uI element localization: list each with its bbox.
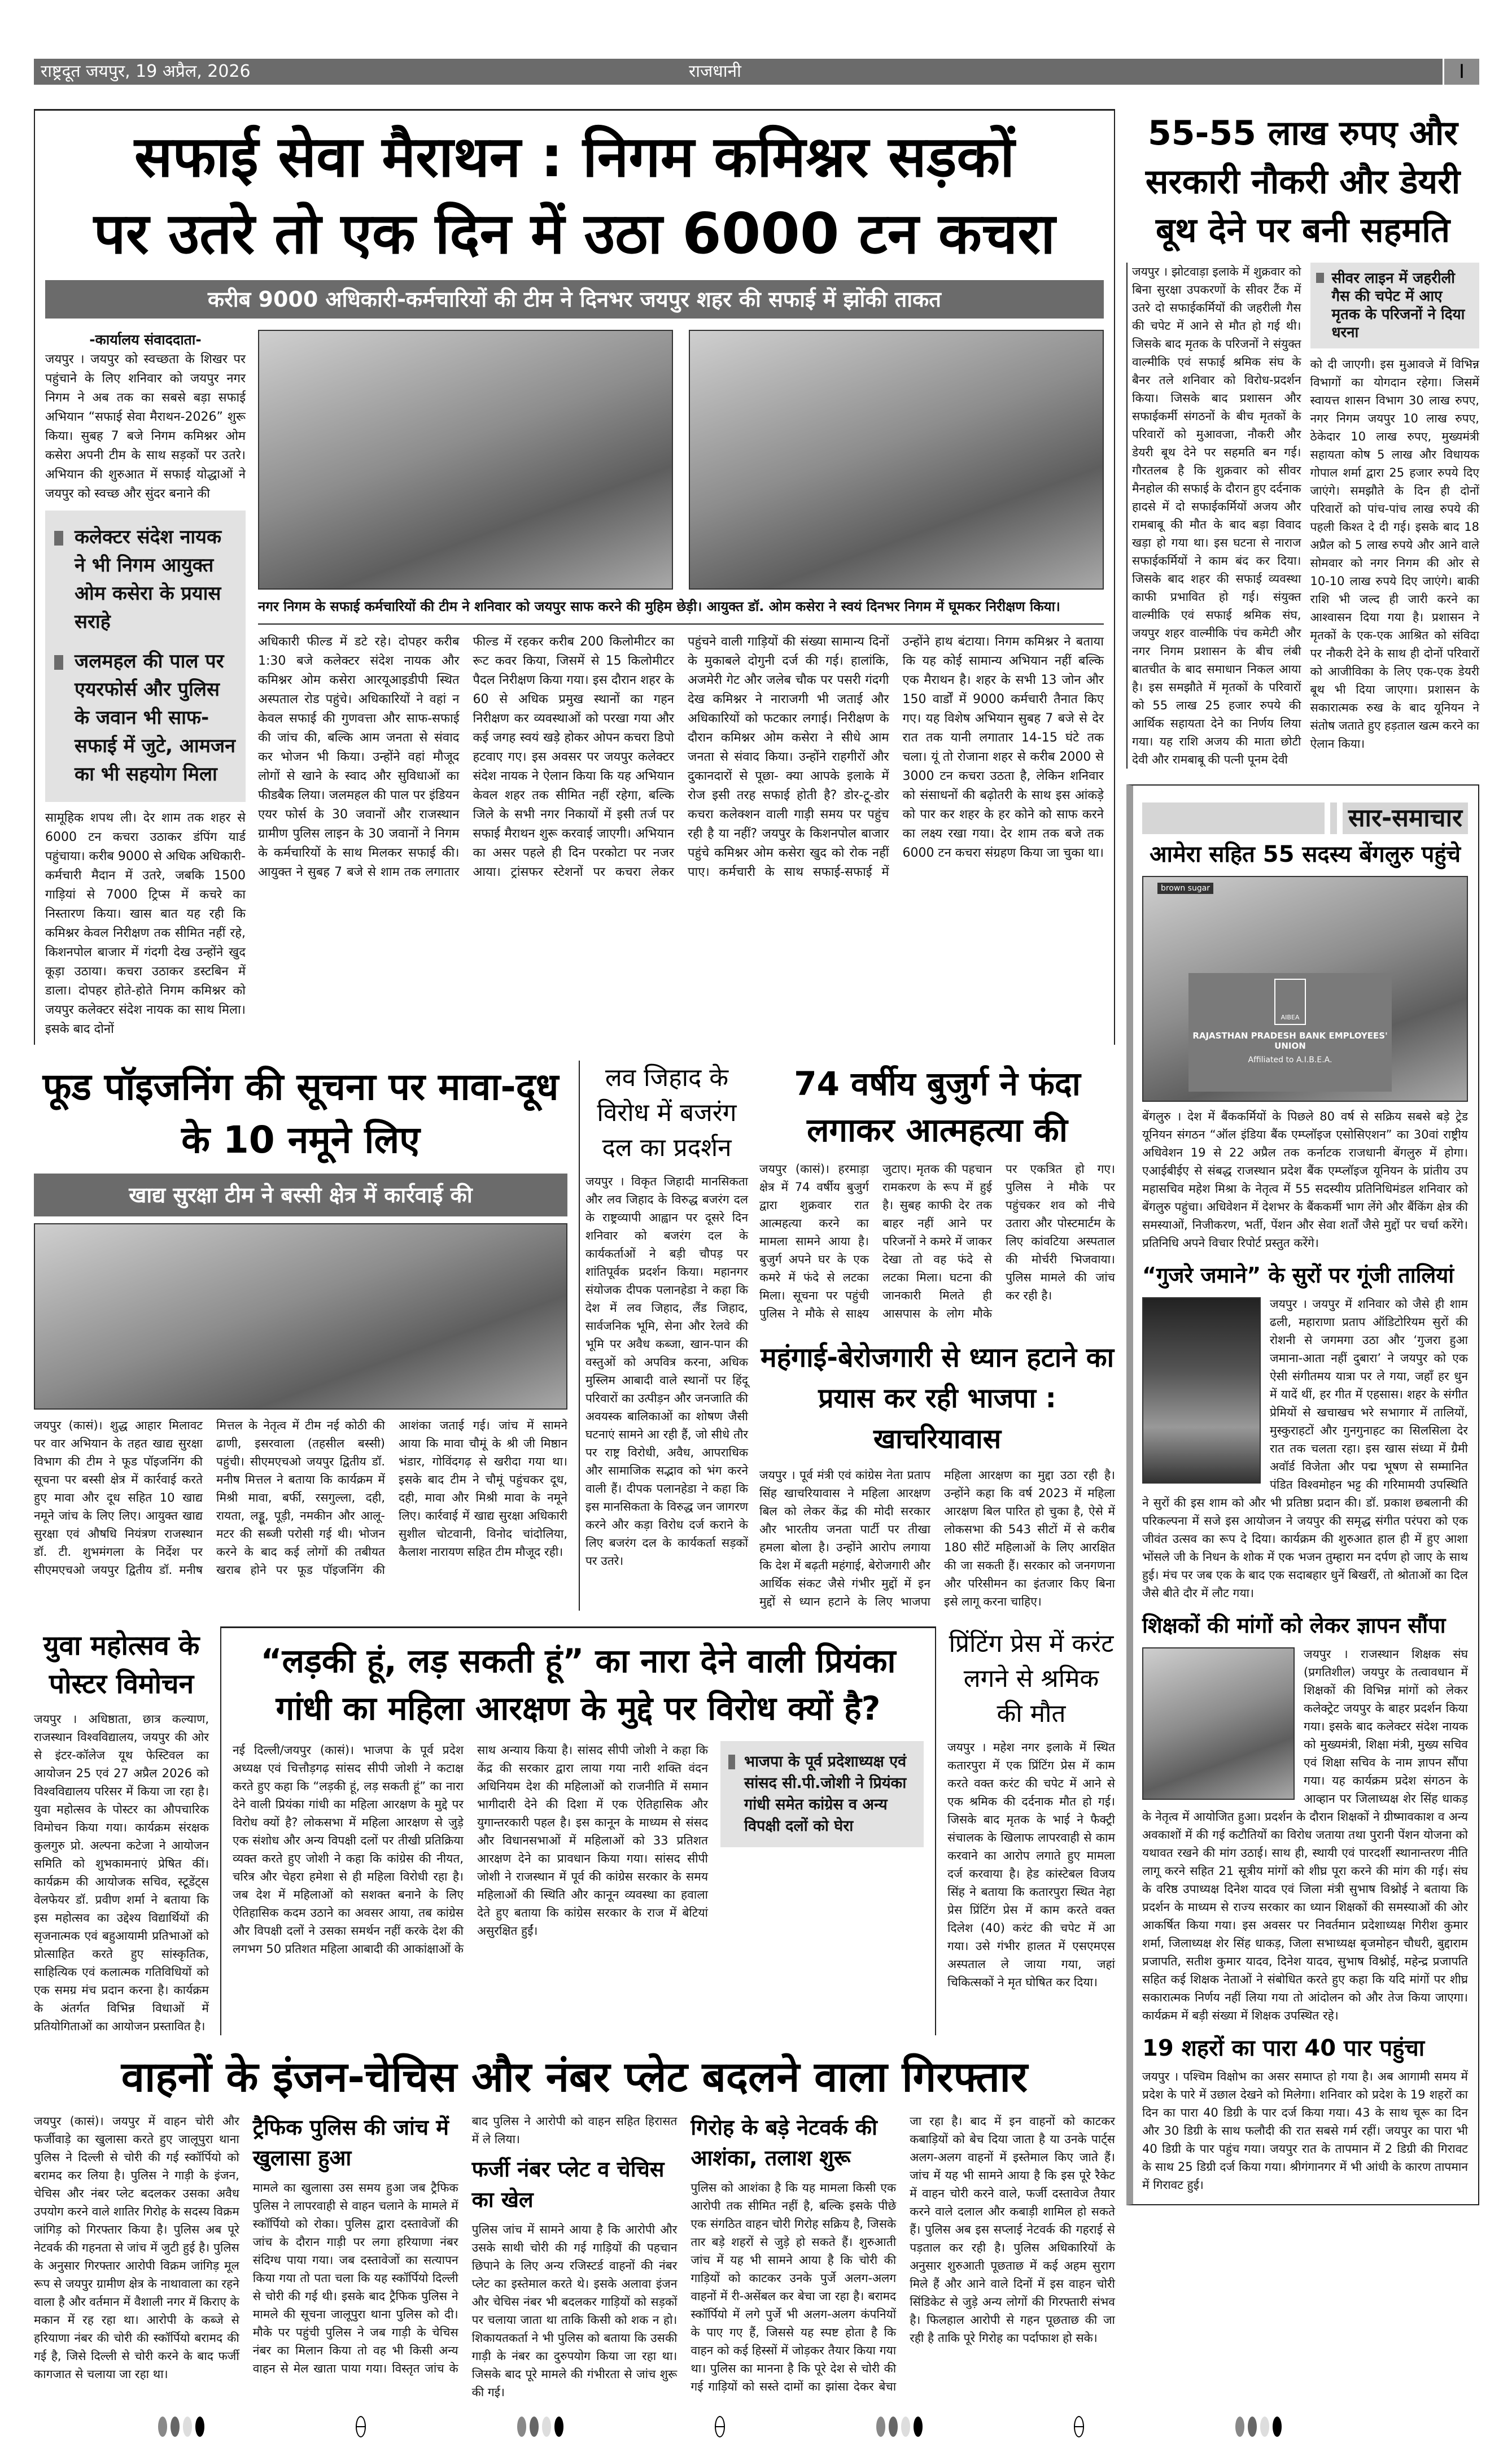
highlight-text: कलेक्टर संदेश नायक ने भी निगम आयुक्त ओम कसेरा के प्रयास सराहे [75, 526, 222, 633]
music-headline: “गुजरे जमाने” के सुरों पर गूंजी तालियां [1142, 1263, 1454, 1288]
banner-subtitle: Affiliated to A.I.B.E.A. [1248, 1055, 1332, 1065]
color-registration-dots [1235, 2417, 1282, 2437]
suicide-headline: 74 वर्षीय बुजुर्ग ने फंदा लगाकर आत्महत्या की [794, 1065, 1081, 1149]
priyanka-highlight-box [720, 1741, 924, 1847]
lead-highlight-box [45, 511, 246, 802]
heat-headline: 19 शहरों का पारा 40 पार पहुंचा [1142, 2035, 1425, 2061]
color-registration-dots [158, 2417, 204, 2437]
lead-body-grid [45, 330, 1104, 1039]
priyanka-body: नई दिल्ली/जयपुर (कासं)। भाजपा के पूर्व प्रदेश अध्यक्ष एवं चित्तौड़गढ़ सांसद सीपी जोशी ने कटाक्ष करते हुए कहा कि “लड़की हूं, लड़ सकती हूं” का नारा देने वाली प्रियंका गांधी का महिला आरक्षण के मुद्दे पर विरोध क्यों है? लोकसभा में महिला आरक्षण से जुड़े एक संशोध और अन्य विपक्षी दलों पर तीखी प्रतिक्रिया व्यक्त करते हुए जोशी ने कहा कि कांग्रेस की नीयत, चरित्र और चेहरा हमेशा से ही महिला विरोधी रहा है। जब देश में महिलाओं को सशक्त बनाने के लिए ऐतिहासिक कदम उठाने का अवसर आया, तब कांग्रेस और विपक्षी दलों ने उसका समर्थन नहीं करके देश की लगभग 50 प्रतिशत महिला आबादी की आकांक्षाओं के साथ अन्याय किया है। सांसद सीपी जोशी ने कहा कि केंद्र की सरकार द्वारा लाया गया नारी शक्ति वंदन अधिनियम देश की महिलाओं को राजनीति में समान भागीदारी देने की दिशा में एक ऐतिहासिक और युगान्तरकारी पहल है। इस कानून के माध्यम से संसद और विधानसभाओं में महिलाओं को 33 प्रतिशत आरक्षण देने का प्रावधान किया गया। सांसद सीपी जोशी ने राजस्थान में पूर्व की कांग्रेस सरकार के समय महिलाओं की स्थिति और कानून व्यवस्था का हवाला देते हुए बताया कि कांग्रेस सरकार के राज में बेटियां असुरक्षित हुईं। [233, 1743, 708, 1956]
bullet-square-icon [728, 1755, 735, 1769]
vehicle-headline: वाहनों के इंजन-चेचिस और नंबर प्लेट बदलने वाला गिरफ्तार [121, 2053, 1028, 2101]
printing-body: जयपुर । महेश नगर इलाके में स्थित कतारपुरा में एक प्रिंटिंग प्रेस में काम करते वक्त करंट की चपेट में आने से एक श्रमिक की दर्दनाक मौत हो गई। जिसके बाद मृतक के भाई ने फैक्ट्री संचालक के खिलाफ लापरवाही से काम करवाने का आरोप लगाते हुए मामला दर्ज करवाया है। हेड कांस्टेबल विजय सिंह ने बताया कि कतारपुरा स्थित नेहा प्रेस प्रिंटिंग प्रेस में काम करते वक्त दिलेश (40) करंट की चपेट में आ गया। उसे गंभीर हालत में एसएमएस अस्पताल ले जाया गया, जहां चिकित्सकों ने मृत घोषित कर दिया। [947, 1741, 1115, 1989]
registration-marks [158, 2416, 1282, 2437]
lead-headline-line-1: सफाई सेवा मैराथन : निगम कमिश्नर सड़कों [134, 124, 1015, 190]
vehicle-subhead-3: गिरोह के बड़े नेटवर्क की आशंका, तलाश शुरू [691, 2115, 877, 2170]
sewer-text-2: को दी जाएगी। इस मुआवजे में विभिन्न विभागों का योगदान रहेगा। जिसमें स्वायत्त शासन विभाग 30 लाख रुपए, नगर निगम जयपुर 10 लाख रुपए, ठेकेदार 10 लाख रुपए, मुख्यमंत्री सहायता कोष 5 लाख और विधायक गोपाल शर्मा द्वारा 25 हजार रुपये दिए जाएंगे। समझौते के दिन ही दोनों परिवारों को पांच-पांच लाख रुपये की पहली किश्त दे दी गई। इसके बाद 18 अप्रैल को 5 लाख रुपये और आने वाले सोमवार को नगर निगम की ओर से 10-10 लाख रुपये दिए जाएंगे। बाकी राशि भी जल्द ही जारी करने का आश्वासन दिया गया है। प्रशासन ने मृतकों के एक-एक आश्रित को संविदा पर नौकरी देने के साथ ही दोनों परिवारों को आजीविका के लिए एक-एक डेयरी बूथ भी दिया जाएगा। प्रशासन के सकारात्मक रुख के बाद यूनियन ने संतोष जताते हुए हड़ताल खत्म करने का ऐलान किया। [1310, 357, 1479, 751]
teachers-story [1142, 1645, 1468, 2025]
right-column [1126, 109, 1479, 2205]
edition-date: राष्ट्रदूत जयपुर, 19 अप्रैल, 2026 [41, 62, 251, 81]
food-story [34, 1061, 567, 1611]
youth-body: जयपुर । अधिष्ठाता, छात्र कल्याण, राजस्थान विश्वविद्यालय, जयपुर की ओर से इंटर-कॉलेज यूथ फेस्टिवल का आयोजन 25 एवं 27 अप्रैल 2026 को विश्वविद्यालय परिसर में किया जा रहा है। युवा महोत्सव के पोस्टर का औपचारिक विमोचन किया गया। कार्यक्रम संरक्षक कुलगुरु प्रो. अल्पना कटेजा ने आयोजन समिति को शुभकामनाएं प्रेषित कीं। कार्यक्रम की आयोजक सचिव, स्टूडेंट्स वेलफेयर डॉ. प्रवीण शर्मा ने बताया कि इस महोत्सव का उद्देश्य विद्यार्थियों की सृजनात्मक एवं बहुआयामी प्रतिभाओं को प्रोत्साहित करते हुए सांस्कृतिक, साहित्यिक एवं कलात्मक गतिविधियों को एक समग्र मंच प्रदान करना है। कार्यक्रम के अंतर्गत विभिन्न विधाओं में प्रतियोगिताओं का आयोजन प्रस्तावित है। [34, 1712, 209, 2033]
vehicle-body-1: जयपुर (कासं)। जयपुर में वाहन चोरी और फर्जीवाड़े का खुलासा करते हुए जालूपुरा थाना पुलिस ने दिल्ली से चोरी की गई स्कॉर्पियो को बरामद कर लिया है। पुलिस ने गाड़ी के इंजन, चेचिस और नंबर प्लेट बदलकर उसका अवैध उपयोग करने वाले शातिर गिरोह के सदस्य विक्रम जांगिड़ को गिरफ्तार किया है। पुलिस अब पूरे नेटवर्क की गहनता से जांच में जुटी हुई है। पुलिस के अनुसार गिरफ्तार आरोपी विक्रम जांगिड़ मूल रूप से जयपुर ग्रामीण क्षेत्र के नाथावाला का रहने वाला है और वर्तमान में वैशाली नगर में किराए के मकान में रह रहा था। आरोपी के कब्जे से हरियाणा नंबर की चोरी की स्कॉर्पियो बरामद की गई है, जिसे दिल्ली से चोरी करने के बाद फर्जी कागजात से चलाया जा रहा था। [34, 2114, 239, 2381]
vehicle-body-2: मामले का खुलासा उस समय हुआ जब ट्रैफिक पुलिस ने लापरवाही से वाहन चलाने के मामले में स्कॉर्पियो को रोका। पुलिस द्वारा दस्तावेजों की जांच के दौरान गाड़ी पर लगा हरियाणा नंबर संदिग्ध पाया गया। जब दस्तावेजों का सत्यापन किया गया तो पता चला कि यह स्कॉर्पियो दिल्ली से चोरी की गई थी। इसके बाद ट्रैफिक पुलिस ने मामले की सूचना जालूपुरा थाना पुलिस को दी। मौके पर पहुंची पुलिस ने जब गाड़ी के चेचिस नंबर का मिलान किया तो वह भी किसी अन्य वाहन से मेल खाता पाया गया। विस्तृत जांच के बाद पुलिस ने आरोपी को वाहन सहित हिरासत में ले लिया। [252, 2114, 678, 2375]
vehicle-body-4: पुलिस को आशंका है कि यह मामला किसी एक आरोपी तक सीमित नहीं है, बल्कि इसके पीछे एक संगठित वाहन चोरी गिरोह सक्रिय है, जिसके तार बड़े शहरों से जुड़े हो सकते हैं। शुरुआती जांच में यह भी सामने आया है कि चोरी की गाड़ियों को काटकर उनके पुर्जे अलग-अलग वाहनों में री-असेंबल कर बेचा जा रहा है। बरामद स्कॉर्पियो में लगे पुर्जे भी अलग-अलग कंपनियों के पाए गए हैं, जिससे यह स्पष्ट होता है कि वाहन को कई हिस्सों में जोड़कर तैयार किया गया था। पुलिस का मानना है कि पूरे देश से चोरी की गई गाड़ियों को सस्ते दामों का झांसा देकर बेचा जा रहा है। बाद में इन वाहनों को काटकर कबाड़ियों को बेच दिया जाता है या उनके पार्ट्स अलग-अलग वाहनों में इस्तेमाल किए जाते हैं। जांच में यह भी सामने आया है कि इस पूरे रैकेट में वाहन चोरी करने वाले, फर्जी दस्तावेज तैयार करने वाले दलाल और कबाड़ी शामिल हो सकते हैं। पुलिस अब इस सप्लाई नेटवर्क की गहराई से पड़ताल कर रही है। पुलिस अधिकारियों के अनुसार शुरुआती पूछताछ में कई अहम सुराग मिले हैं और आने वाले दिनों में इस वाहन चोरी सिंडिकेट से जुड़े अन्य लोगों की गिरफ्तारी संभव है। फिलहाल आरोपी से गहन पूछताछ की जा रही है ताकि पूरे गिरोह का पर्दाफाश हो सके। [691, 2114, 1115, 2393]
photo-commissioner-inspection [689, 330, 1104, 590]
lead-photo-caption: नगर निगम के सफाई कर्मचारियों की टीम ने शनिवार को जयपुर साफ करने की मुहिम छेड़ी। आयुक्त डॉ. ओम कसेरा ने स्वयं दिनभर निगम में घूमकर निरीक्षण किया। [258, 599, 1060, 614]
photo-sweepers [258, 330, 673, 590]
page-number: I [1444, 59, 1479, 85]
inflation-body: जयपुर । पूर्व मंत्री एवं कांग्रेस नेता प्रताप सिंह खाचरियावास ने महिला आरक्षण बिल को लेकर केंद्र की मोदी सरकार और भारतीय जनता पार्टी पर तीखा हमला बोला है। उन्होंने आरोप लगाया कि देश में बढ़ती महंगाई, बेरोजगारी और आर्थिक संकट जैसे गंभीर मुद्दों में इन मुद्दों से ध्यान हटाने के लिए भाजपा महिला आरक्षण का मुद्दा उठा रही है। उन्होंने कहा कि वर्ष 2023 में महिला आरक्षण बिल पारित हो चुका है, ऐसे में लोकसभा की 543 सीटों में से करीब 180 सीटें महिलाओं के लिए आरक्षित की जा सकती हैं। सरकार को जनगणना और परिसीमन का इंतजार किए बिना इसे लागू करना चाहिए। [759, 1468, 1115, 1608]
lead-body-columns: अधिकारी फील्ड में डटे रहे। दोपहर करीब 1:30 बजे कलेक्टर संदेश नायक और कमिश्नर ओम कसेरा आरयूआइडीपी स्थित अस्पताल रोड पहुंचे। अधिकारियों ने वहां न केवल सफाई की गुणवत्ता और साफ-सफाई की जांच की, बल्कि आम जनता से संवाद कर भोजन भी किया। उन्होंने वहां मौजूद लोगों से खाने के स्वाद और सुविधाओं का फीडबैक लिया। जलमहल की पाल पर इंडियन एयर फोर्स के 30 जवानों और राजस्थान ग्रामीण पुलिस लाइन के 30 जवानों ने निगम के कर्मचारियों के साथ मिलकर सफाई की। आयुक्त ने सुबह 7 बजे से शाम तक लगातार फील्ड में रहकर करीब 200 किलोमीटर का रूट कवर किया, जिसमें से 15 किलोमीटर पैदल निरीक्षण किया गया। इस दौरान शहर के 60 से अधिक प्रमुख स्थानों का गहन निरीक्षण कर व्यवस्थाओं को परखा गया और कई जगह स्वयं खड़े होकर ओपन कचरा डिपो हटवाए गए। इस अवसर पर जयपुर कलेक्टर संदेश नायक ने ऐलान किया कि यह अभियान केवल शहर तक सीमित नहीं रहेगा, बल्कि जिले के सभी नगर निकायों में इसी तर्ज पर सफाई मैराथन शुरू करवाई जाएगी। अभियान का असर पहले ही दिन परकोटा पर नजर आया। ट्रांसफर स्टेशनों पर कचरा लेकर पहुंचने वाली गाड़ियों की संख्या सामान्य दिनों के मुकाबले दोगुनी दर्ज की गई। हालांकि, अजमेरी गेट और जलेब चौक पर पसरी गंदगी देख कमिश्नर ने नाराजगी भी जताई और अधिकारियों को फटकार लगाई। निरीक्षण के दौरान कमिश्नर ओम कसेरा ने सीधे आम जनता से संवाद किया। उन्होंने राहगीरों और दुकानदारों से पूछा- क्या आपके इलाके में रोज इसी तरह सफाई होती है? डोर-टू-डोर कचरा कलेक्शन वाली गाड़ी समय पर पहुंच रही है या नहीं? जयपुर के किशनपोल बाजार पहुंचे कमिश्नर ओम कसेरा खुद को रोक नहीं पाए। कर्मचारी के साथ सफाई-सफाई में उन्होंने हाथ बंटाया। निगम कमिश्नर ने बताया कि यह कोई सामान्य अभियान नहीं बल्कि एक मैराथन है। शहर के सभी 13 जोन और 150 वार्डों में 9000 कर्मचारी तैनात किए गए। यह विशेष अभियान सुबह 7 बजे से देर रात तक यानी लगातार 14-15 घंटे तक चला। यूं तो रोजाना शहर से करीब 2000 से 3000 टन कचरा उठता है, लेकिन शनिवार को संसाधनों की बढ़ोतरी के साथ इस आंकड़े को पार कर शहर के हर कोने को साफ करने का लक्ष्य रखा गया। देर शाम तक बजे तक 6000 टन कचरा संग्रहण किया जा चुका था। [258, 635, 1104, 879]
news-brief-label-row [1142, 802, 1468, 834]
divider [258, 623, 1104, 625]
sewer-highlight-text: सीवर लाइन में जहरीली गैस की चपेट में आए मृतक के परिजनों ने दिया धरना [1331, 270, 1465, 341]
sewer-body-col2 [1310, 263, 1480, 769]
printing-story [947, 1626, 1115, 2035]
color-registration-dots [517, 2417, 563, 2437]
aibea-logo: AIBEA [1274, 979, 1306, 1025]
printing-headline: प्रिंटिंग प्रेस में करंट लगने से श्रमिक की मौत [949, 1629, 1114, 1728]
lead-subhead: करीब 9000 अधिकारी-कर्मचारियों की टीम ने दिनभर जयपुर शहर की सफाई में झोंकी ताकत [45, 280, 1104, 319]
lead-headline [45, 119, 1104, 272]
heat-body: जयपुर । पश्चिम विक्षोभ का असर समाप्त हो गया है। अब आगामी समय में प्रदेश के पारे में उछाल देखने को मिलेगा। शनिवार को प्रदेश के 19 शहरों का दिन का पारा 40 डिग्री के पार दर्ज किया गया। 43 के साथ चूरू का दिन और 30 डिग्री के साथ फलौदी की रात सबसे गर्म रहीं। जयपुर का पारा भी 40 डिग्री के पार पहुंच गया। जयपुर रात के तापमान में 2 डिग्री की गिरावट के साथ 25 डिग्री दर्ज किया गया। श्रीगंगानगर में भी आंधी के कारण तापमान में गिरावट हुई। [1142, 2070, 1468, 2192]
lead-story [34, 109, 1115, 1045]
crosshair-registration-icon [356, 2416, 366, 2437]
youth-headline: युवा महोत्सव के पोस्टर विमोचन [43, 1630, 200, 1700]
food-body: जयपुर (कासं)। शुद्ध आहार मिलावट पर वार अभियान के तहत खाद्य सुरक्षा विभाग की टीम ने फूड पॉइजनिंग की सूचना पर बस्सी क्षेत्र में कार्रवाई करते हुए मावा और दूध सहित 10 खाद्य नमूने जांच के लिए लिए। आयुक्त खाद्य सुरक्षा एवं औषधि नियंत्रण राजस्थान डॉ. टी. शुभमंगला के निर्देश पर सीएमएचओ जयपुर द्वितीय डॉ. मनीष मित्तल के नेतृत्व में टीम नई कोठी की ढाणी, इसरवाला (तहसील बस्सी) पहुंची। सीएमएचओ जयपुर द्वितीय डॉ. मनीष मित्तल ने बताया कि कार्यक्रम में मिश्री मावा, बर्फी, रसगुल्ला, दही, रायता, लड्डू, पूड़ी, नमकीन और आलू-मटर की सब्जी परोसी गई थी। भोजन करने के बाद कई लोगों की तबीयत खराब होने पर फूड पॉइजनिंग की आशंका जताई गई। जांच में सामने आया कि मावा चौमूं के श्री जी मिष्ठान भंडार, गोविंदगढ़ से खरीदा गया था। इसके बाद टीम ने चौमूं पहुंचकर दूध, दही, मावा और मिश्री मावा के नमूने लिए। कार्रवाई में खाद्य सुरक्षा अधिकारी सुशील चोटवानी, विनोद चांदोलिया, कैलाश नारायण सहित टीम मौजूद रही। [34, 1419, 567, 1577]
highlight-item [54, 647, 237, 788]
main-column [34, 109, 1115, 2401]
page-header [34, 59, 1479, 85]
banner-title: RAJASTHAN PRADESH BANK EMPLOYEES' UNION [1192, 1031, 1388, 1051]
teachers-body: जयपुर । राजस्थान शिक्षक संघ (प्रगतिशील) जयपुर के तत्वावधान में शिक्षकों की विभिन्न मांगों को लेकर कलेक्ट्रेट जयपुर के बाहर प्रदर्शन किया गया। इसके बाद कलेक्टर संदेश नायक को मुख्यमंत्री, शिक्षा मंत्री, मुख्य सचिव एवं शिक्षा सचिव के नाम ज्ञापन सौंपा गया। यह कार्यक्रम प्रदेश संगठन के आव्हान पर जिलाध्यक्ष शेर सिंह धाकड़ के नेतृत्व में आयोजित हुआ। प्रदर्शन के दौरान शिक्षकों ने ग्रीष्मावकाश व अन्य अवकाशों में की गई कटौतियों का विरोध जताया तथा पुरानी पेंशन योजना को यथावत रखने की मांग उठाई। साथ ही, स्थायी एवं पारदर्शी स्थानान्तरण नीति लागू करने सहित 21 सूत्रीय मांगों को शीघ्र पूरा करने की मांग की गई। संघ के वरिष्ठ उपाध्यक्ष दिनेश यादव एवं जिला मंत्री सुभाष विश्नोई ने बताया कि प्रदर्शन के माध्यम से राज्य सरकार का ध्यान शिक्षकों की समस्याओं की ओर आकर्षित किया गया। इस अवसर पर निवर्तमान प्रदेशाध्यक्ष गिरीश कुमार शर्मा, जिलाध्यक्ष शेर सिंह धाकड़, जिला सभाध्यक्ष बृजमोहन चौधरी, बुद्दाराम प्रजापति, सतीश कुमार यादव, दिनेश यादव, सुभाष विश्नोई, महेन्द्र प्रजापति सहित कई शिक्षक नेताओं ने संबोधित करते हुए कहा कि यदि मांगों पर शीघ्र सकारात्मक निर्णय नहीं लिया गया तो आंदोलन को और तेज किया जाएगा। कार्यक्रम में बड़ी संख्या में शिक्षक उपस्थित रहे। [1142, 1647, 1468, 2022]
sewer-headline: 55-55 लाख रुपए और सरकारी नौकरी और डेयरी बूथ देने पर बनी सहमति [1145, 114, 1461, 250]
page-header-band [34, 59, 1443, 85]
crosshair-registration-icon [715, 2416, 725, 2437]
bullet-square-icon [54, 655, 63, 670]
photo-teachers-memorandum [1142, 1647, 1295, 1800]
inflation-headline: महंगाई-बेरोजगारी से ध्यान हटाने का प्रयास कर रही भाजपा : खाचरियावास [760, 1342, 1115, 1455]
love-jihad-story [579, 1061, 748, 1611]
highlight-text: जलमहल की पाल पर एयरफोर्स और पुलिस के जवान भी साफ-सफाई में जुटे, आमजन का भी सहयोग मिला [75, 650, 235, 786]
news-brief-box [1126, 784, 1479, 2205]
photo-food-safety-team [34, 1223, 567, 1410]
sewer-body-col1: जयपुर । झोटवाड़ा इलाके में शुक्रवार को बिना सुरक्षा उपकरणों के सीवर टैंक में उतरे दो सफाईकर्मियों की जहरीली गैस की चपेट में आने से मौत हो गई थी। जिसके बाद मृतक के परिजनों ने संयुक्त वाल्मीकि एवं सफाई श्रमिक संघ के बैनर तले शनिवार को विरोध-प्रदर्शन किया। जिसके बाद प्रशासन और सफाईकर्मी संगठनों के बीच मृतकों के परिवारों को मुआवजा, नौकरी और डेयरी बूथ देने पर सहमति बन गई। गौरतलब है कि शुक्रवार को सीवर मैनहोल की सफाई के दौरान हुए दर्दनाक हादसे में दो सफाईकर्मियों अजय और रामबाबू की मौत के बाद बड़ा विवाद खड़ा हो गया था। इस घटना से नाराज सफाईकर्मियों ने काम बंद कर दिया। जिसके बाद शहर की सफाई व्यवस्था काफी प्रभावित हो गई। संयुक्त वाल्मीकि एवं सफाई श्रमिक संघ, जयपुर शहर वाल्मीकि पंच कमेटी और नगर निगम प्रशासन के बीच लंबी बातचीत के बाद समाधान निकल आया है। इस समझौते में मृतकों के परिवारों को 55 लाख 25 हजार रुपये की आर्थिक सहायता देने का निर्णय लिया गया। यह राशि अजय की माता छोटी देवी और रामबाबू की पत्नी पूनम देवी [1132, 265, 1301, 766]
sewer-body-grid [1126, 263, 1479, 769]
priyanka-headline: “लड़की हूं, लड़ सकती हूं” का नारा देने वाली प्रियंका गांधी का महिला आरक्षण के मुद्दे पर विरोध क्यों है? [260, 1642, 896, 1728]
bottom-row [34, 1626, 1115, 2035]
byline: -कार्यालय संवाददाता- [89, 332, 202, 348]
food-subhead: खाद्य सुरक्षा टीम ने बस्सी क्षेत्र में कार्रवाई की [34, 1174, 567, 1216]
priyanka-body-grid [233, 1741, 924, 1958]
lead-left-column [45, 330, 246, 1039]
music-story [1142, 1295, 1468, 1602]
teachers-headline: शिक्षकों की मांगों को लेकर ज्ञापन सौंपा [1142, 1613, 1446, 1638]
bank-union-headline: आमेरा सहित 55 सदस्य बेंगलुरु पहुंचे [1149, 841, 1461, 867]
priyanka-story [220, 1626, 936, 2035]
page-grid [34, 109, 1479, 2401]
highlight-item [54, 523, 237, 636]
vehicle-body-columns [34, 2112, 1115, 2401]
bullet-square-icon [1316, 273, 1324, 283]
crosshair-registration-icon [1074, 2416, 1084, 2437]
vehicle-subhead-1: ट्रैफिक पुलिस की जांच में खुलासा हुआ [252, 2115, 449, 2170]
lead-left-text: सामूहिक शपथ ली। देर शाम तक शहर से 6000 टन कचरा उठाकर डंपिंग यार्ड पहुंचाया। करीब 9000 से अधिक अधिकारी-कर्मचारी मैदान में उतरे, जबकि 1500 गाड़ियां से 7000 ट्रिप्स में कचरे का निस्तारण किया। खास बात यह रही कि कमिश्नर केवल निरीक्षण तक सीमित नहीं रहे, किशनपोल बाजार में गंदगी देख उन्होंने खुद कूड़ा उठाया। कचरा उठाकर डस्टबिन में डाला। दोपहर होते-होते निगम कमिश्नर को जयपुर कलेक्टर संदेश नायक का साथ मिला। इसके बाद दोनों [45, 811, 246, 1036]
sewer-highlight-box [1310, 263, 1480, 348]
love-jihad-headline: लव जिहाद के विरोध में बजरंग दल का प्रदर्शन [597, 1063, 737, 1162]
vehicle-story [34, 2050, 1115, 2401]
lead-intro: जयपुर । जयपुर को स्वच्छता के शिखर पर पहुंचाने के लिए शनिवार को जयपुर नगर निगम ने अब तक का सबसे बड़ा सफाई अभियान “सफाई सेवा मैराथन-2026” शुरू किया। सुबह 7 बजे निगम कमिश्नर ओम कसेरा अपनी टीम के साथ सड़कों पर उतरे। अभियान की शुरुआत में सफाई योद्धाओं ने जयपुर को स्वच्छ और सुंदर बनाने की [45, 352, 246, 501]
union-banner [1188, 973, 1392, 1092]
food-headline: फूड पॉइजनिंग की सूचना पर मावा-दूध के 10 नमूने लिए [42, 1065, 559, 1162]
label-bar [1142, 802, 1325, 834]
right-stories [759, 1061, 1115, 1611]
photo-singer [1142, 1297, 1261, 1484]
lead-headline-line-2: पर उतरे तो एक दिन में उठा 6000 टन कचरा [93, 200, 1056, 267]
color-registration-dots [876, 2417, 923, 2437]
lead-right-area [258, 330, 1104, 1039]
vehicle-subhead-2: फर्जी नंबर प्लेट व चेचिस का खेल [471, 2157, 665, 2212]
shop-sign-text: brown sugar [1157, 883, 1213, 894]
youth-story [34, 1626, 209, 2035]
lead-photo-row [258, 330, 1104, 590]
love-jihad-body: जयपुर । विकृत जिहादी मानसिकता और लव जिहाद के विरुद्ध बजरंग दल के राष्ट्रव्यापी आह्वान पर दूसरे दिन शनिवार को बजरंग दल के कार्यकर्ताओं ने बड़ी चौपड़ पर शांतिपूर्वक प्रदर्शन किया। महानगर संयोजक दीपक पलानहेडा ने कहा कि देश में लव जिहाद, लैंड जिहाद, सार्वजनिक भूमि, सेना और रेलवे की भूमि पर अवैध कब्जा, खान-पान की वस्तुओं को अपवित्र करना, अधिक मुस्लिम आबादी वाले स्थानों पर हिंदू परिवारों का उत्पीड़न और जनजाति की अवयस्क बालिकाओं का शोषण जैसी घटनाएं सामने आ रही हैं, जो सीधे तौर पर राष्ट्र विरोधी, अवैध, आपराधिक और सामाजिक सद्भाव को भंग करने वाली हैं। दीपक पलानहेडा ने कहा कि इस मानसिकता के विरुद्ध जन जागरण करने और कड़ा विरोध दर्ज कराने के लिए बजरंग दल के कार्यकर्ता सड़कों पर उतरे। [585, 1175, 748, 1568]
middle-row [34, 1061, 1115, 1611]
priyanka-highlight-text: भाजपा के पूर्व प्रदेशाध्यक्ष एवं सांसद सी.पी.जोशी ने प्रियंका गांधी समेत कांग्रेस व अन्य विपक्षी दलों को घेरा [744, 1753, 907, 1835]
suicide-body: जयपुर (कासं)। हरमाड़ा क्षेत्र में 74 वर्षीय बुजुर्ग द्वारा शुक्रवार रात आत्महत्या करने का मामला सामने आया है। बुजुर्ग अपने घर के एक कमरे में फंदे से लटका मिला। सूचना पर पहुंची पुलिस ने मौके से साक्ष्य जुटाए। मृतक की पहचान रामकरण के रूप में हुई है। सुबह काफी देर तक बाहर नहीं आने पर परिजनों ने कमरे में जाकर देखा तो वह फंदे से लटका मिला। घटना की जानकारी मिलते ही आसपास के लोग मौके पर एकत्रित हो गए। पुलिस ने मौके पर पहुंचकर शव को नीचे उतारा और पोस्टमार्टम के लिए कांवटिया अस्पताल की मोर्चरी भिजवाया। पुलिस मामले की जांच कर रही है। [759, 1162, 1115, 1320]
photo-bank-union-group [1142, 876, 1468, 1102]
news-brief-label: सार-समाचार [1343, 802, 1468, 834]
music-body: जयपुर । जयपुर में शनिवार को जैसे ही शाम ढली, महाराणा प्रताप ऑडिटोरियम सुरों की रोशनी से जगमगा उठा और ‘गुजरा हुआ जमाना-आता नहीं दुबारा’ ने जयपुर को एक ऐसी संगीतमय यात्रा पर ले गया, जहाँ हर धुन में यादें थीं, हर गीत में एहसास। शहर के संगीत प्रेमियों से खचाखच भरे सभागार में तालियों, मुस्कुराहटों और गुनगुनाहट का सिलसिला देर रात तक चलता रहा। इस खास संध्या में ग्रैमी अवॉर्ड विजेता और पद्म भूषण से सम्मानित पंडित विश्वमोहन भट्ट की गरिमामयी उपस्थिति ने सुरों की इस शाम को और भी प्रतिष्ठा प्रदान की। डॉ. प्रकाश छबलानी की परिकल्पना में सजे इस आयोजन ने जयपुर की समृद्ध संगीत परंपरा को एक जीवंत उत्सव का रूप दे दिया। कार्यक्रम की शुरुआत हाल ही में हुए आशा भोंसले जी के निधन के शोक में एक भजन तुम्हारा मन दर्पण हो जाए के साथ हुई। मंच पर जब एक के बाद एक सदाबहार धुनें बिखरीं, तो श्रोताओं का दिल जैसे बीते दौर में लौट गया। [1142, 1297, 1468, 1600]
label-bar [1330, 802, 1337, 834]
bullet-square-icon [54, 531, 63, 546]
section-name: राजधानी [689, 62, 741, 81]
vehicle-body-3: पुलिस जांच में सामने आया है कि आरोपी और उसके साथी चोरी की गई गाड़ियों की पहचान छिपाने के लिए अन्य रजिस्टर्ड वाहनों की नंबर प्लेट का इस्तेमाल करते थे। इसके अलावा इंजन और चेचिस नंबर भी बदलकर गाड़ियों को सड़कों पर चलाया जाता था ताकि किसी को शक न हो। शिकायतकर्ता ने भी पुलिस को बताया कि उसकी गाड़ी के नंबर का दुरुपयोग किया जा रहा था। जिसके बाद पूरे मामले की गंभीरता से जांच शुरू की गई। [471, 2223, 678, 2399]
bank-union-body: बेंगलुरु । देश में बैंककर्मियों के पिछले 80 वर्ष से सक्रिय सबसे बड़े ट्रेड यूनियन संगठन “ऑल इंडिया बैंक एम्प्लॉइज एसोसिएशन” का 30वां राष्ट्रीय अधिवेशन 19 से 22 अप्रैल तक कर्नाटक राजधानी बेंगलुरु में होगा। एआईबीईए से संबद्ध राजस्थान प्रदेश बैंक एम्प्लॉइज यूनियन के प्रांतीय उप महासचिव महेश मिश्रा के नेतृत्व में 55 सदस्यीय प्रतिनिधिमंडल शनिवार को बेंगलुरु पहुंचा। अधिवेशन में देशभर के बैंककर्मी भाग लेंगे और बैंकिंग क्षेत्र की समस्याओं, निजीकरण, भर्ती, पेंशन और सेवा शर्तों जैसे मुद्दों पर चर्चा करेंगे। प्रतिनिधि अपने विचार रिपोर्ट प्रस्तुत करेंगे। [1142, 1110, 1468, 1250]
